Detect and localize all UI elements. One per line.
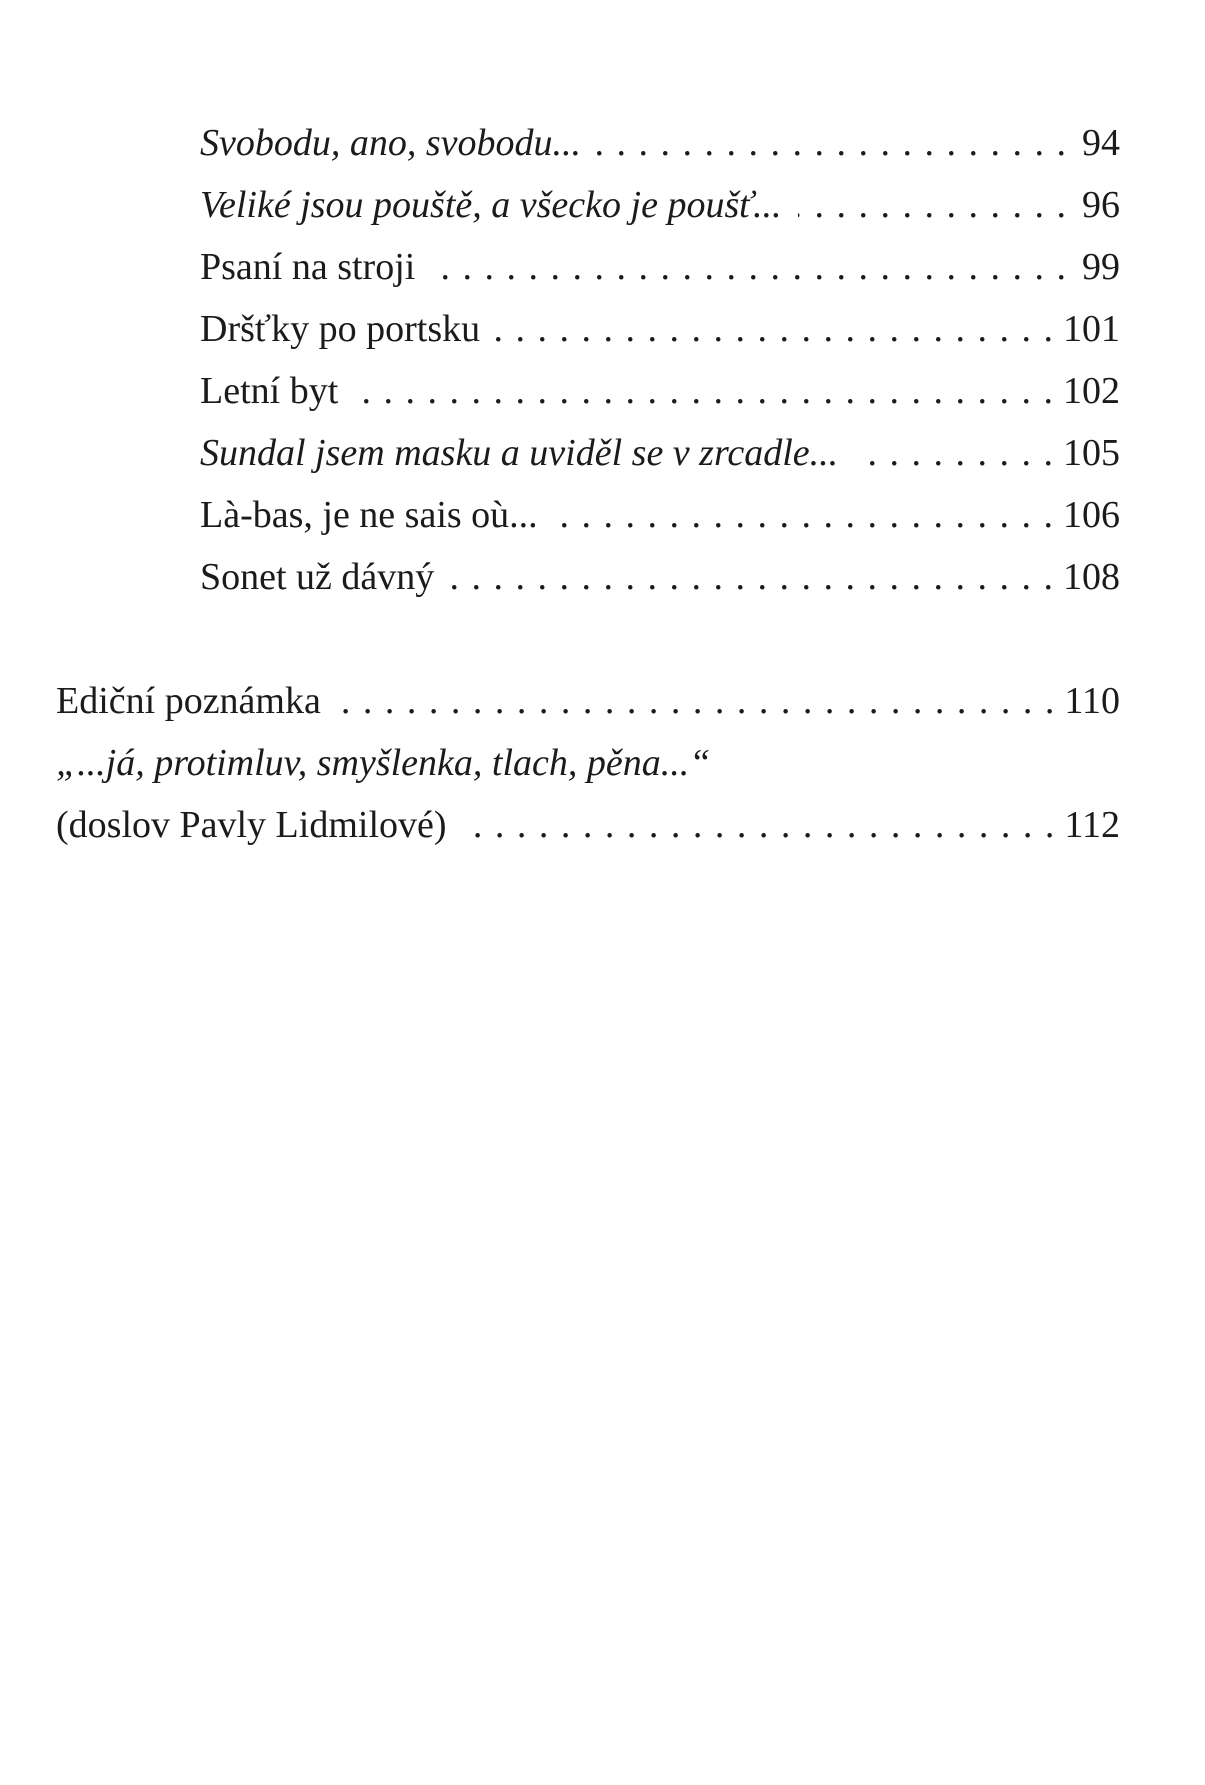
toc-entry[interactable]: [200, 422, 1120, 484]
dot-leader: [450, 546, 1053, 608]
toc-entry[interactable]: [200, 546, 1120, 608]
toc-entry-edicni-poznamka[interactable]: [56, 670, 1120, 732]
toc-entry-page: 110: [1064, 680, 1120, 722]
toc-entry-page: 99: [1082, 246, 1120, 288]
toc-entry-title: Veliké jsou pouště, a všecko je poušť...: [200, 184, 782, 226]
toc-entry-page: 101: [1063, 308, 1120, 350]
toc-entry[interactable]: [200, 298, 1120, 360]
dot-leader: [854, 422, 1053, 484]
toc-entry-title: Letní byt: [200, 370, 339, 412]
toc-entry-title: Sonet už dávný: [200, 556, 435, 598]
toc-entry[interactable]: [200, 360, 1120, 422]
toc-entry[interactable]: [200, 174, 1120, 236]
toc-entry-title: Svobodu, ano, svobodu...: [200, 122, 582, 164]
toc-entry-title: Dršťky po portsku: [200, 308, 481, 350]
toc-entry-title: (doslov Pavly Lidmilové): [56, 804, 447, 846]
toc-entry[interactable]: [200, 484, 1120, 546]
afterword-title-quote: „...já, protimluv, smyšlenka, tlach, pěna...“: [56, 742, 711, 784]
toc-entry-page: 105: [1063, 432, 1120, 474]
toc-entry[interactable]: [200, 236, 1120, 298]
toc-entry-title: Là-bas, je ne sais où...: [200, 494, 538, 536]
toc-entry-title: Ediční poznámka: [56, 680, 321, 722]
toc-entry[interactable]: [200, 112, 1120, 174]
dot-leader: [337, 670, 1055, 732]
toc-entry-page: 96: [1082, 184, 1120, 226]
toc-entry-page: 106: [1063, 494, 1120, 536]
dot-leader: [431, 236, 1066, 298]
toc-entry-page: 112: [1064, 804, 1120, 846]
dot-leader: [354, 360, 1053, 422]
toc-entry-page: 102: [1063, 370, 1120, 412]
dot-leader: [463, 794, 1055, 856]
toc-entry-title: Psaní na stroji: [200, 246, 416, 288]
toc-entry-title: Sundal jsem masku a uviděl se v zrcadle...: [200, 432, 839, 474]
dot-leader: [597, 112, 1066, 174]
dot-leader: [554, 484, 1053, 546]
toc-entry-page: 108: [1063, 556, 1120, 598]
dot-leader: [798, 174, 1066, 236]
dot-leader: [496, 298, 1053, 360]
toc-entry-page: 94: [1082, 122, 1120, 164]
toc-entry-doslov[interactable]: [56, 794, 1120, 856]
